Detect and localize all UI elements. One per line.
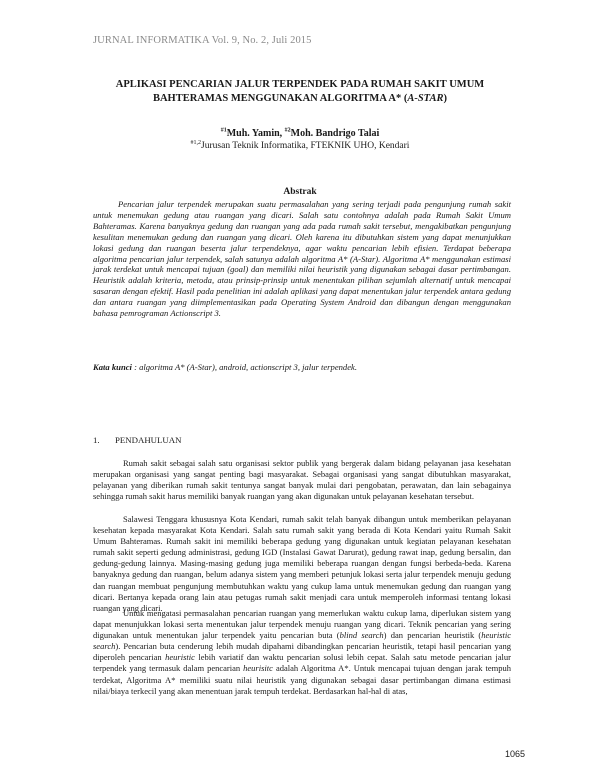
p3-text-e: adalah Algoritma A*. Untuk mencapai tujuan dengan jarak tempuh terdekat, Algoritma A* memiliki suatu nilai heuristik yang digunakan sebagai dasar pertimbangan dimana estimasi nilai/biaya terkecil yang akan menentuan jarak tempuh terdekat. Berdasarkan hal-hal di atas, — [93, 663, 511, 696]
p3-heuristic-search: heuristic search — [93, 630, 511, 652]
keywords — [93, 362, 511, 373]
affiliation-sup: #1,2 — [190, 139, 202, 146]
paper-title — [60, 78, 540, 106]
title-line-2 — [60, 92, 540, 106]
paragraph-2: Salawesi Tenggara khususnya Kota Kendari, rumah sakit telah banyak dibangun untuk memberikan pelayanan kesehatan kepada masyarakat Kota Kendari. Salah satu rumah sakit yang berada di Kota Kendari yaitu Rumah Sakit Umum Bahteramas. Rumah sakit ini memiliki beberapa gedung yang digunakan untuk kegiatan pelayanan kesehatan rumah sakit seperti gedung administrasi, gedung IGD (Instalasi Gawat Darurat), gedung rawat inap, gedung bersalin, dan gedung-gedung lainnya. Masing-masing gedung juga memiliki beberapa ruangan dengan fungsi berbeda-beda. Karena banyaknya gedung dan ruangan, belum adanya sistem yang memberi petunjuk lokasi serta jalur terpendek menuju gedung dan ruangan membuat pengunjung membutuhkan waktu yang cukup lama untuk menemukan gedung dan ruangan yang dicari. Bertanya kepada orang lain atau petugas rumah sakit menjadi cara untuk memperoleh informasi tentang lokasi ruangan yang dicari. — [93, 514, 511, 613]
author1-sup: #1 — [220, 127, 227, 134]
affiliation — [60, 141, 540, 151]
p3-heurisitc: heurisitc — [243, 663, 273, 674]
title-line-2-text: BAHTERAMAS MENGGUNAKAN ALGORITMA A* ( — [152, 93, 408, 104]
p3-heuristic: heuristic — [165, 652, 195, 663]
author-1: Muh. Yamin, — [226, 128, 285, 139]
affiliation-text: Jurusan Teknik Informatika, FTEKNIK UHO, Kendari — [201, 141, 410, 151]
section-number: 1. — [93, 435, 100, 445]
paragraph-3 — [93, 608, 511, 697]
journal-header: JURNAL INFORMATIKA Vol. 9, No. 2, Juli 2015 — [93, 35, 312, 46]
title-line-2-close: ) — [443, 93, 448, 104]
title-line-2-italic: A-STAR — [407, 93, 444, 104]
p3-text-a: Untuk mengatasi permasalahan pencarian ruangan yang memerlukan waktu cukup lama, diperlukan sistem yang dapat menunjukkan lokasi serta menentukan jalur terpendek menuju ruangan yang dicari. Teknik pencarian yang sering digunakan untuk menentukan jalur terpendek yaitu pencarian buta ( — [93, 608, 511, 641]
author-2: Moh. Bandrigo Talai — [290, 128, 380, 139]
author2-sup: #2 — [284, 127, 291, 134]
paragraph-1: Rumah sakit sebagai salah satu organisasi sektor publik yang bergerak dalam bidang pelayanan jasa kesehatan merupakan organisasi yang sangat penting bagi masyarakat. Sebagai organisasi yang sangat dibutuhkan masyarakat, pelayanan yang diberikan rumah sakit tentunya sangat banyak mulai dari pengobatan, perawatan, dan lain sebagainya sehingga rumah sakit harus memiliki banyak ruangan yang akan digunakan untuk pelayanan kesehatan tersebut. — [93, 458, 511, 502]
abstract-heading: Abstrak — [283, 187, 317, 197]
abstract-body: Pencarian jalur terpendek merupakan suatu permasalahan yang sering terjadi pada pengunjung rumah sakit untuk menemukan gedung atau ruangan yang dicari. Salah satu contohnya adalah pada Rumah Sakit Umum Bahteramas. Karena banyaknya gedung dan ruangan yang ada pada rumah sakit tersebut, mengakibatkan pengunjung kesulitan menemukan gedung dan ruangan yang dicari. Oleh karena itu dibutuhkan sistem yang dapat menunjukkan lokasi gedung dan ruangan beserta jalur terpendeknya, agar waktu pencarian lebih efisien. Terdapat beberapa algoritma pencarian jalur terpendek, salah satunya adalah algoritma A* (A-Star). Algoritma A* menggunakan estimasi jarak terdekat untuk mencapai tujuan (goal) dan memiliki nilai heuristik yang digunakan sebagai dasar pertimbangan. Heuristik adalah kriteria, metoda, atau prinsip-prinsip untuk menentukan pilihan sejumlah alternatif untuk mencapai sasaran dengan efektif. Hasil pada penelitian ini adalah aplikasi yang dapat menentukan jalur terpendek antara gedung dan antara ruangan yang diimplementasikan pada Operating System Android dan dibangun dengan menggunakan bahasa pemrograman Actionscript 3. — [93, 199, 511, 319]
p3-text-d: lebih variatif dan waktu pencarian solusi lebih cepat. Salah satu metode pencarian jalur terpendek yang termasuk dalam pencarian — [93, 652, 511, 674]
p3-text-c: ). Pencarian buta cenderung lebih mudah dipahami dibandingkan pencarian heuristik, tetapi hasil pencarian yang diperoleh pencarian — [93, 641, 511, 663]
section-title: PENDAHULUAN — [115, 435, 182, 445]
keywords-text: : algoritma A* (A-Star), android, actionscript 3, jalur terpendek. — [131, 362, 358, 372]
title-line-1: APLIKASI PENCARIAN JALUR TERPENDEK PADA RUMAH SAKIT UMUM — [115, 79, 485, 90]
authors — [60, 128, 540, 139]
page-number: 1065 — [505, 749, 526, 759]
section-heading — [93, 435, 181, 445]
p3-blind-search: blind search — [339, 630, 384, 641]
p3-text-b: ) dan pencarian heuristik ( — [383, 630, 482, 641]
keywords-label: Kata kunci — [93, 362, 132, 372]
